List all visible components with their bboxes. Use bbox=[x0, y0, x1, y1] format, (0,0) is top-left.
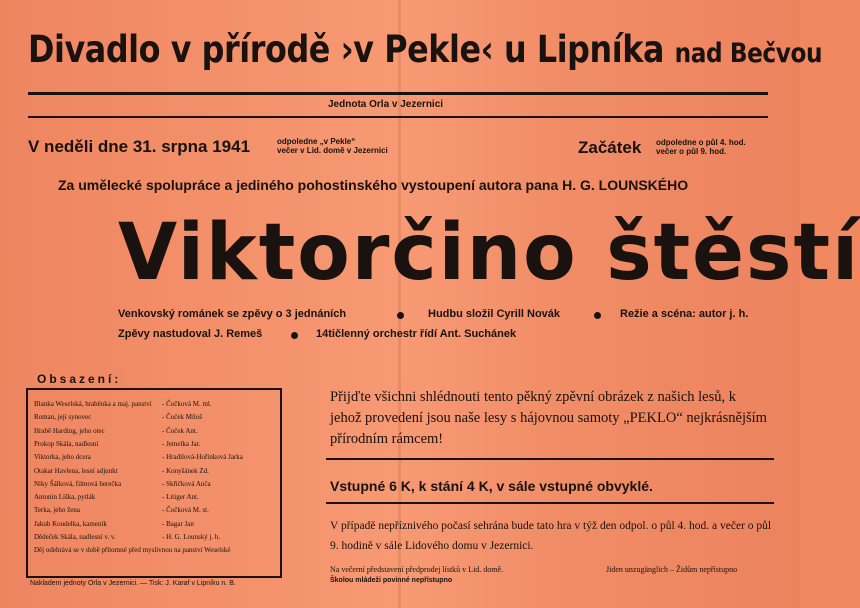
cast-role: Terka, jeho žena bbox=[34, 506, 80, 515]
cast-actor: - Čoček Miloš bbox=[162, 413, 203, 422]
cast-row bbox=[34, 413, 274, 421]
venue-evening: večer v Lid. domě v Jezernici bbox=[277, 146, 388, 155]
cast-role: Roman, její synovec bbox=[34, 413, 92, 422]
performance-date: V neděli dne 31. srpna 1941 bbox=[28, 137, 251, 156]
direction-credit: Režie a scéna: autor j. h. bbox=[620, 308, 749, 320]
cast-actor: - Čočková M. ml. bbox=[162, 400, 212, 408]
cast-row bbox=[34, 400, 274, 408]
cast-actor: - Čoček Ant. bbox=[162, 426, 198, 435]
cast-actor: - Konyšánek Zd. bbox=[162, 466, 209, 475]
second-rule bbox=[28, 116, 768, 118]
cast-row bbox=[34, 520, 274, 528]
cast-role: Otakar Havlena, lesní adjunkt bbox=[34, 466, 118, 475]
cast-role: Hrabě Harding, jeho otec bbox=[34, 426, 105, 435]
youth-note: Školou mládeži povinné nepřístupno bbox=[330, 577, 453, 584]
invite-rule bbox=[326, 458, 774, 460]
bullet-icon bbox=[397, 312, 404, 319]
top-rule bbox=[28, 92, 768, 95]
cast-role: Blanka Weselská, hraběnka a maj. panství bbox=[34, 400, 152, 408]
cast-row bbox=[34, 427, 274, 435]
weather-note: V případě nepříznivého počasí sehrána bude tato hra v týž den odpol. o půl 4. hod. a večer o půl 9. hodině v sále Lidového domu v Jezernici. bbox=[330, 520, 772, 552]
cast-row bbox=[34, 533, 274, 541]
songs-credit: Zpěvy nastudoval J. Remeš bbox=[118, 328, 263, 340]
cast-heading: Obsazení: bbox=[34, 372, 124, 386]
cast-note: Děj odehrává se v době přítomné před myslivnou na panství Weselské bbox=[34, 546, 231, 555]
music-credit: Hudbu složil Cyrill Novák bbox=[428, 308, 561, 320]
intro-line: Za umělecké spolupráce a jediného pohostinského vystoupení autora pana H. G. LOUNSKÉHO bbox=[58, 177, 689, 193]
cast-role: Niky Šálková, filmová herečka bbox=[34, 479, 122, 488]
title-suffix: nad Bečvou bbox=[674, 38, 823, 69]
cast-actor: - Skřičková Anča bbox=[162, 479, 211, 488]
organizer: Jednota Orla v Jezernici bbox=[328, 99, 444, 110]
cast-actor: - Hradilová-Hořínková Jarka bbox=[162, 453, 243, 462]
venue-info bbox=[277, 137, 388, 155]
invitation-text: Přijďte všichni shlédnouti tento pěkný zpěvní obrázek z našich lesů, k jehož provedení jsou naše lesy s hájovnou samoty „PEKLO“ nejkrásnějším přírodním rámcem! bbox=[330, 389, 767, 447]
printer-note: Nakladem jednoty Orla v Jezernici. — Tisk: J. Karaf v Lipníku n. B. bbox=[30, 580, 236, 587]
cast-role: Prokop Skála, nadlesní bbox=[34, 439, 99, 448]
restriction-note: Jiden unzugänglich – Židům nepřístupno bbox=[606, 565, 738, 574]
poster-title bbox=[28, 28, 822, 71]
cast-role: Jakub Koudelka, kameník bbox=[34, 519, 107, 528]
cast-actor: - Litiger Ant. bbox=[162, 493, 199, 502]
admission-text: Vstupné 6 K, k stání 4 K, v sále vstupné obvyklé. bbox=[330, 478, 653, 494]
cast-actor: - H. G. Lounský j. h. bbox=[162, 533, 221, 541]
start-times bbox=[656, 138, 746, 156]
orchestra-credit: 14tičlenný orchestr řídí Ant. Suchánek bbox=[316, 328, 517, 340]
admission-rule bbox=[326, 502, 774, 504]
bullet-icon bbox=[594, 312, 601, 319]
start-afternoon: odpoledne o půl 4. hod. bbox=[656, 138, 746, 147]
play-title: Viktorčino štěstí bbox=[118, 208, 860, 298]
start-label: Začátek bbox=[578, 138, 642, 157]
cast-actor: - Bagar Jan bbox=[162, 519, 194, 528]
cast-row bbox=[34, 453, 274, 461]
presale-note: Na večerní představení předprodej lístků v Lid. domě. bbox=[330, 565, 504, 574]
cast-row bbox=[34, 480, 274, 488]
cast-actor: - Čočková M. st. bbox=[162, 506, 209, 515]
cast-actor: - Jemelka Jar. bbox=[162, 439, 201, 448]
cast-row bbox=[34, 440, 274, 448]
cast-row bbox=[34, 467, 274, 475]
cast-row bbox=[34, 493, 274, 501]
start-evening: večer o půl 9. hod. bbox=[656, 147, 727, 156]
title-main: Divadlo v přírodě ›v Pekle‹ u Lipníka bbox=[28, 28, 664, 71]
bullet-icon bbox=[291, 332, 298, 339]
cast-role: Antonín Liška, pytlák bbox=[34, 493, 96, 502]
venue-afternoon: odpoledne „v Pekle“ bbox=[277, 137, 356, 146]
cast-role: Dědeček Skála, nadlesní v. v. bbox=[34, 533, 116, 541]
cast-role: Viktorka, jeho dcera bbox=[34, 453, 91, 462]
cast-row bbox=[34, 506, 274, 514]
genre: Venkovský románek se zpěvy o 3 jednáních bbox=[118, 308, 347, 320]
